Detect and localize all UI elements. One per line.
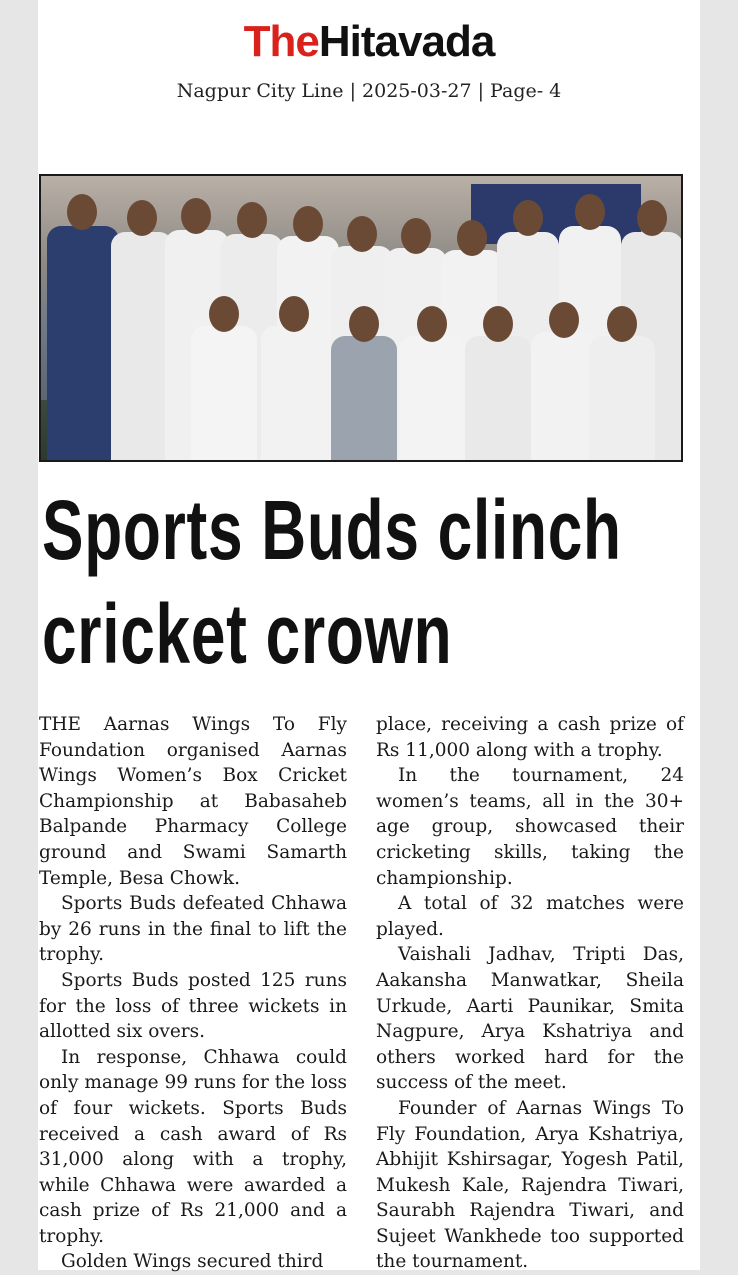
photo-person-head (549, 302, 579, 338)
article-paragraph: Sports Buds defeated Chhawa by 26 runs in the final to lift the trophy. (39, 893, 347, 966)
article-paragraph: A total of 32 matches were played. (376, 893, 684, 940)
photo-person-head (483, 306, 513, 342)
photo-person (589, 336, 655, 462)
photo-person-head (127, 200, 157, 236)
article-paragraph: In response, Chhawa could only manage 99 runs for the loss of four wickets. Sports Buds received a cash award of Rs 31,000 along with a trophy, while Chhawa were awarded a cash prize of Rs 21,000 and a trophy. (39, 1046, 347, 1247)
photo-person (111, 232, 173, 462)
photo-person (191, 326, 257, 462)
photo-person-head (637, 200, 667, 236)
article-headline (42, 478, 622, 686)
photo-person (331, 336, 397, 462)
article-paragraph: In the tournament, 24 women’s teams, all in the 30+ age group, showcased their cricketing skills, taking the championship. (376, 765, 684, 889)
article-paragraph: Vaishali Jadhav, Tripti Das, Aakansha Manwatkar, Sheila Urkude, Aarti Paunikar, Smita Nagpure, Arya Kshatriya and others worked hard for the success of the meet. (376, 944, 684, 1094)
photo-person-head (293, 206, 323, 242)
masthead-name: Hitavada (318, 17, 495, 66)
masthead-the: The (243, 17, 319, 66)
article-paragraph: Golden Wings secured third (61, 1251, 324, 1273)
headline-line: Sports Buds clinch (42, 483, 622, 577)
photo-person-head (513, 200, 543, 236)
photo-person (531, 332, 597, 462)
article-column-right (376, 712, 684, 1275)
headline-line: cricket crown (42, 587, 453, 681)
photo-person-head (347, 216, 377, 252)
photo-person-head (607, 306, 637, 342)
photo-person-head (401, 218, 431, 254)
dateline: Nagpur City Line | 2025-03-27 | Page- 4 (176, 80, 562, 102)
photo-person-head (67, 194, 97, 230)
photo-person-head (575, 194, 605, 230)
team-photo (39, 174, 683, 462)
newspaper-masthead (38, 14, 700, 70)
photo-person-head (349, 306, 379, 342)
photo-person-head (181, 198, 211, 234)
photo-person (465, 336, 531, 462)
article-paragraph: Sports Buds posted 125 runs for the loss of three wickets in allotted six overs. (39, 969, 347, 1043)
newspaper-page (38, 0, 700, 1273)
article-paragraph: place, receiving a cash prize of Rs 11,000 along with a trophy. (376, 714, 684, 761)
article-column-left (39, 712, 347, 1275)
photo-person (47, 226, 119, 462)
article-paragraph: Founder of Aarnas Wings To Fly Foundation, Arya Kshatriya, Abhijit Kshirsagar, Yogesh Patil, Mukesh Kale, Rajendra Tiwari, Saurabh Rajendra Tiwari, and Sujeet Wankhede too supported the tournament. (376, 1097, 684, 1273)
photo-person (399, 336, 465, 462)
photo-person-head (237, 202, 267, 238)
photo-person-head (209, 296, 239, 332)
article-paragraph: THE Aarnas Wings To Fly Foundation organised Aarnas Wings Women’s Box Cricket Championship at Babasaheb Balpande Pharmacy College ground and Swami Samarth Temple, Besa Chowk. (39, 714, 347, 889)
photo-person-head (457, 220, 487, 256)
photo-person-head (279, 296, 309, 332)
photo-person (261, 326, 327, 462)
photo-person-head (417, 306, 447, 342)
